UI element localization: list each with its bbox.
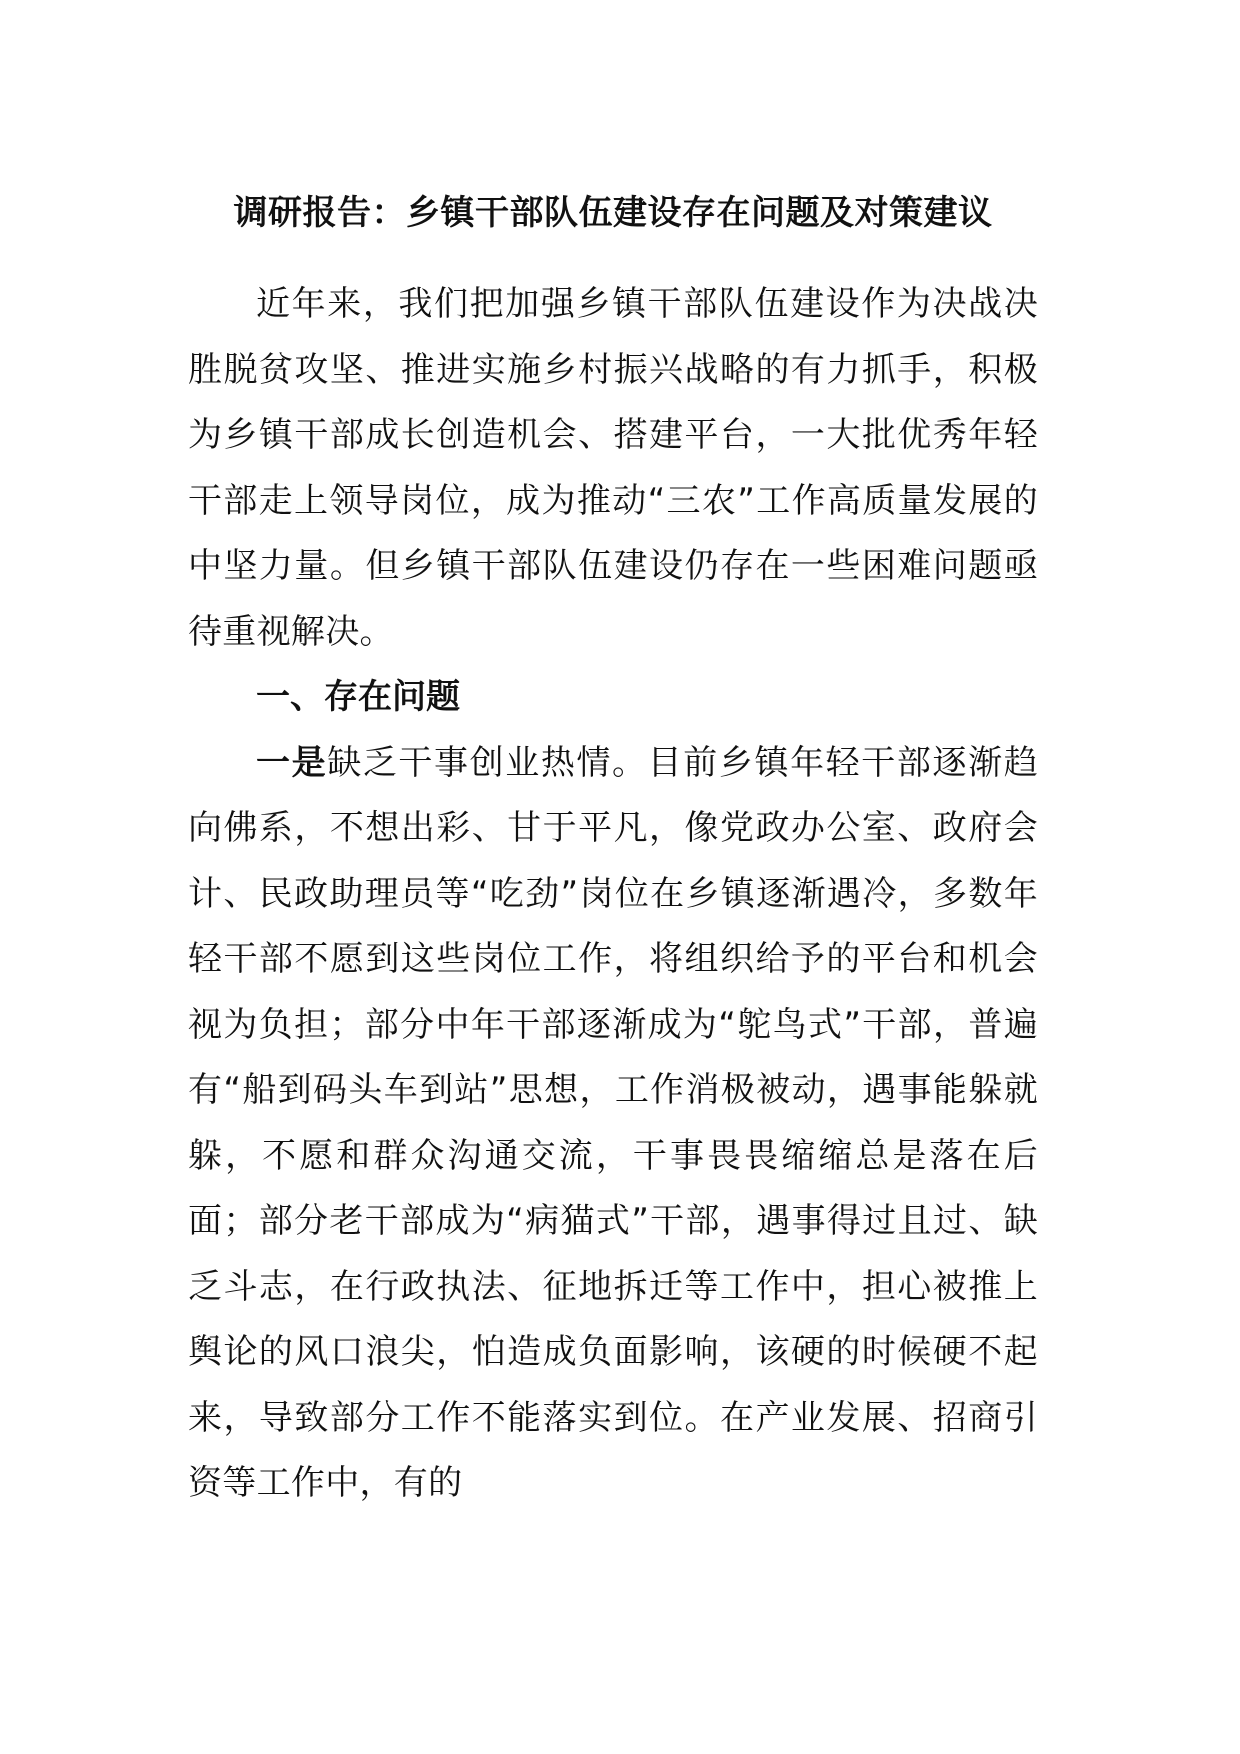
document-body <box>188 190 1038 1517</box>
intro-paragraph: 近年来，我们把加强乡镇干部队伍建设作为决战决胜脱贫攻坚、推进实施乡村振兴战略的有力抓手，积极为乡镇干部成长创造机会、搭建平台，一大批优秀年轻干部走上领导岗位，成为推动“三农”工作高质量发展的中坚力量。但乡镇干部队伍建设仍存在一些困难问题亟待重视解决。 <box>188 284 1038 652</box>
point-paragraph <box>188 731 1038 1517</box>
point-text: 缺乏干事创业热情。目前乡镇年轻干部逐渐趋向佛系，不想出彩、甘于平凡，像党政办公室、政府会计、民政助理员等“吃劲”岗位在乡镇逐渐遇冷，多数年轻干部不愿到这些岗位工作，将组织给予的平台和机会视为负担；部分中年干部逐渐成为“鸵鸟式”干部，普遍有“船到码头车到站”思想，工作消极被动，遇事能躲就躲，不愿和群众沟通交流，干事畏畏缩缩总是落在后面；部分老干部成为“病猫式”干部，遇事得过且过、缺乏斗志，在行政执法、征地拆迁等工作中，担心被推上舆论的风口浪尖，怕造成负面影响，该硬的时候硬不起来，导致部分工作不能落实到位。在产业发展、招商引资等工作中，有的 <box>188 742 1038 1503</box>
point-lead: 一是 <box>256 742 328 783</box>
section-heading: 一、存在问题 <box>256 677 460 717</box>
document-title: 调研报告：乡镇干部队伍建设存在问题及对策建议 <box>233 193 993 233</box>
